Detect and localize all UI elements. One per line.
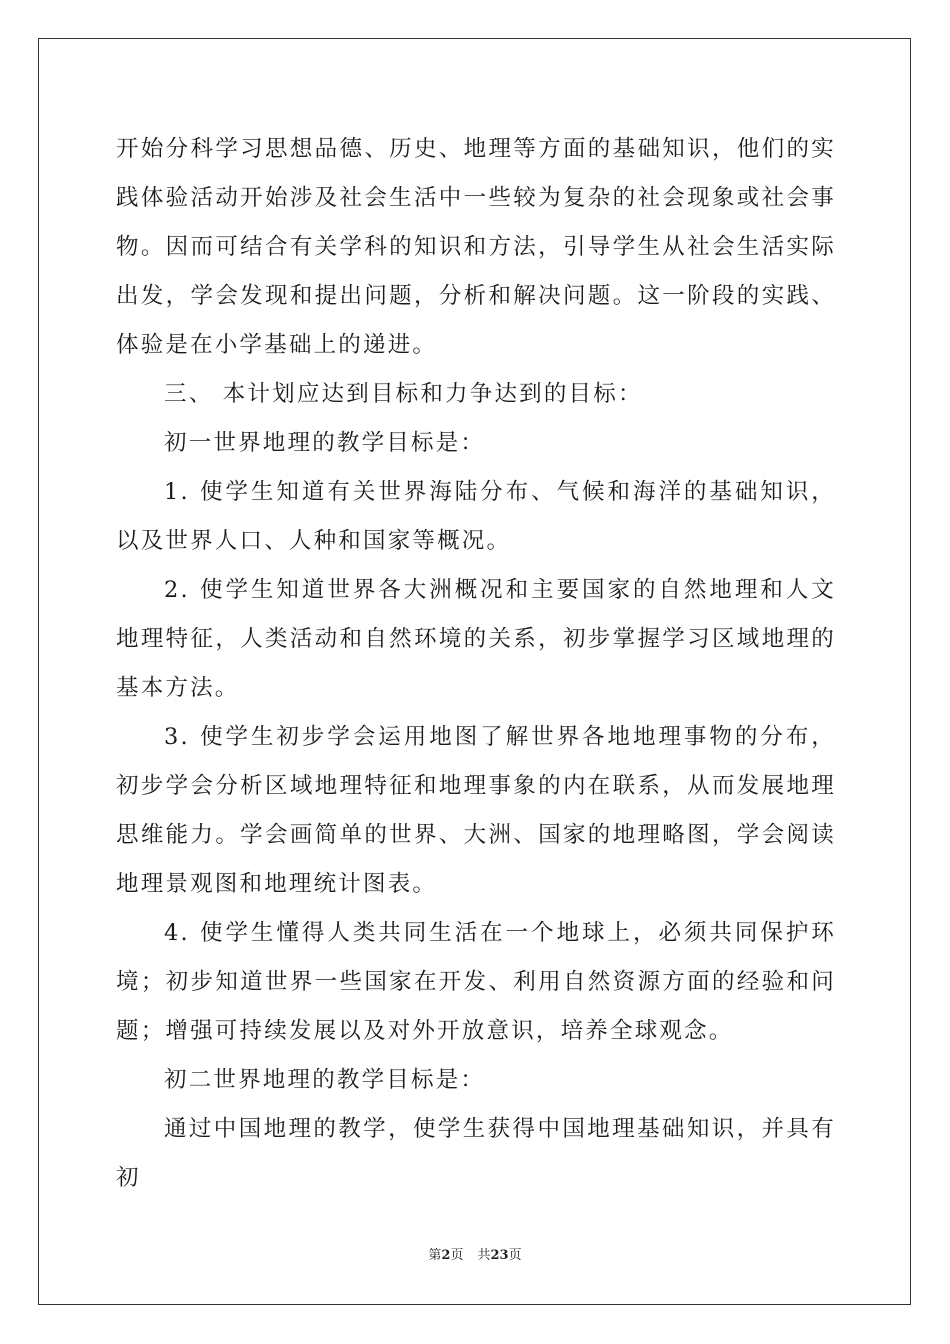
paragraph-grade7-goals-intro: 初一世界地理的教学目标是： — [164, 430, 486, 456]
page-prefix: 第 — [428, 1248, 442, 1263]
total-suffix: 页 — [508, 1248, 522, 1263]
total-prefix: 共 — [477, 1248, 491, 1263]
goal-item-2: 2. 使学生知道世界各大洲概况和主要国家的自然地理和人文地理特征，人类活动和自然环境的关系，初步掌握学习区域地理的基本方法。 — [116, 577, 836, 701]
page-number: 2 — [441, 1248, 451, 1263]
total-pages: 23 — [490, 1248, 509, 1263]
goal-item-1: 1. 使学生知道有关世界海陆分布、气候和海洋的基础知识，以及世界人口、人种和国家等概况。 — [116, 479, 836, 554]
goal-item-3: 3. 使学生初步学会运用地图了解世界各地地理事物的分布，初步学会分析区域地理特征和地理事象的内在联系，从而发展地理思维能力。学会画简单的世界、大洲、国家的地理略图，学会阅读地理景观图和地理统计图表。 — [116, 724, 836, 897]
page-footer — [0, 1246, 950, 1266]
goal-item-4: 4. 使学生懂得人类共同生活在一个地球上，必须共同保护环境；初步知道世界一些国家在开发、利用自然资源方面的经验和问题；增强可持续发展以及对外开放意识，培养全球观念。 — [116, 920, 836, 1044]
page-suffix: 页 — [450, 1248, 464, 1263]
paragraph-grade8-goals-intro: 初二世界地理的教学目标是： — [164, 1067, 486, 1093]
section-heading-3: 三、 本计划应达到目标和力争达到的目标： — [164, 381, 643, 407]
document-body — [116, 125, 836, 1203]
paragraph-1: 开始分科学习思想品德、历史、地理等方面的基础知识，他们的实践体验活动开始涉及社会生活中一些较为复杂的社会现象或社会事物。因而可结合有关学科的知识和方法，引导学生从社会生活实际出发，学会发现和提出问题，分析和解决问题。这一阶段的实践、体验是在小学基础上的递进。 — [116, 136, 836, 358]
paragraph-grade8-goals-body: 通过中国地理的教学，使学生获得中国地理基础知识，并具有初 — [116, 1116, 836, 1191]
